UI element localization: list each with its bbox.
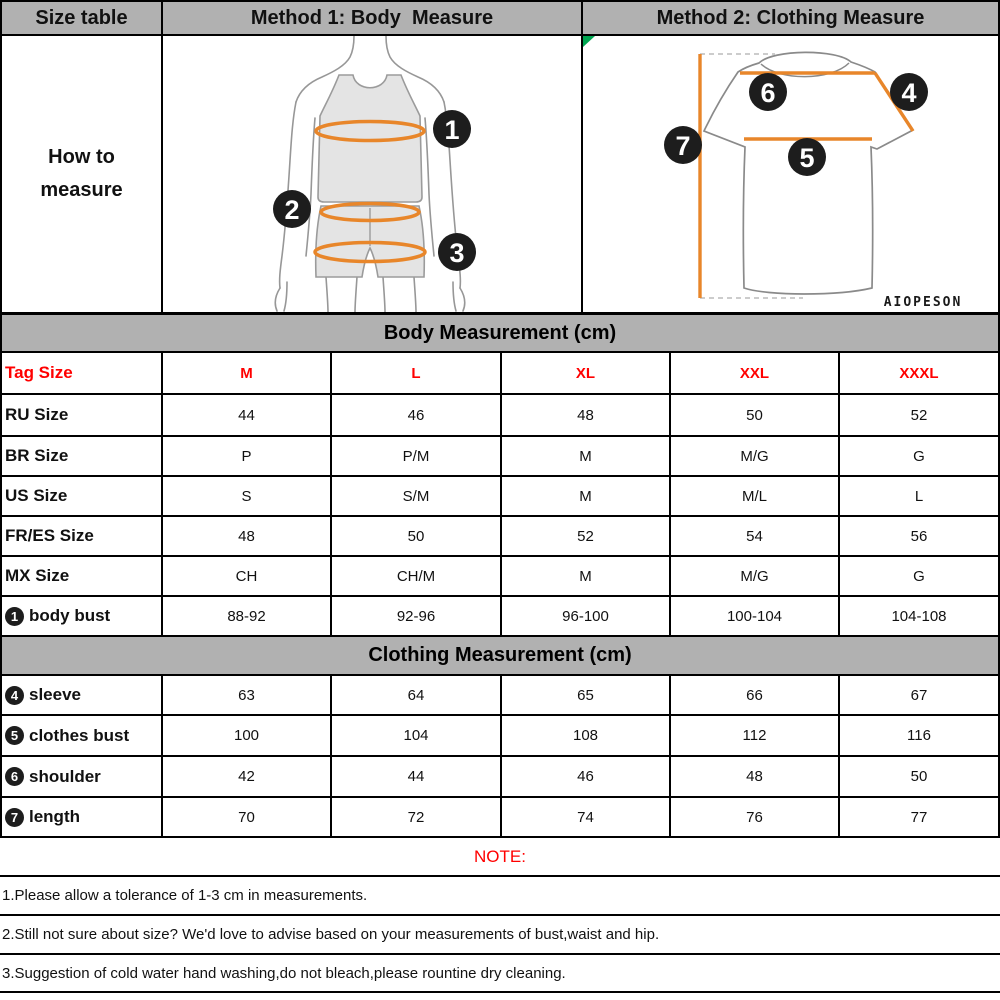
cell-value: 76 xyxy=(671,798,840,836)
cell-value: 56 xyxy=(910,527,928,545)
table-row-br xyxy=(0,437,1000,477)
row-label: Tag Size xyxy=(2,353,163,393)
marker-6-number: 6 xyxy=(760,78,776,108)
table-row-clothesbust xyxy=(0,716,1000,757)
cell-value: M/G xyxy=(671,437,840,475)
cell-value: M xyxy=(502,437,671,475)
cell-value: 48 xyxy=(502,395,671,435)
cell-value: 92-96 xyxy=(332,597,502,635)
cell-value: 66 xyxy=(671,676,840,714)
circled-5-icon: 5 xyxy=(5,726,24,745)
body-marker-3 xyxy=(438,233,476,271)
row-label: MX Size xyxy=(2,557,163,595)
cell-value: 67 xyxy=(910,686,928,704)
body-illustration-cell xyxy=(163,36,583,312)
row-label-text: length xyxy=(29,807,80,826)
cell-value: M xyxy=(502,477,671,515)
cell-value: 70 xyxy=(163,798,332,836)
cell-value: 52 xyxy=(502,517,671,555)
shirt-marker-4 xyxy=(890,73,928,111)
how-to-line1: How to xyxy=(48,146,115,168)
brand-label: AIOPESON xyxy=(883,295,963,310)
cell-value: P/M xyxy=(332,437,502,475)
marker-2-number: 2 xyxy=(284,195,300,225)
table-row-fres xyxy=(0,517,1000,557)
cell-value: 52 xyxy=(910,406,928,424)
cell-value: 96-100 xyxy=(502,597,671,635)
clothing-measurement-bar: Clothing Measurement (cm) xyxy=(0,637,1000,676)
bottom-spacer xyxy=(0,993,1000,1000)
shirt-marker-5 xyxy=(788,138,826,176)
circled-1-icon: 1 xyxy=(5,607,24,626)
marker-5-number: 5 xyxy=(799,143,815,173)
cell-value: 42 xyxy=(163,757,332,796)
cell-value: P xyxy=(163,437,332,475)
marker-4-number: 4 xyxy=(901,78,917,108)
cell-value: 116 xyxy=(907,727,931,744)
method2-title: Method 2: Clothing Measure xyxy=(656,6,925,29)
size-col-m: M xyxy=(163,353,332,393)
cell-value: 44 xyxy=(163,395,332,435)
row-label: RU Size xyxy=(2,395,163,435)
cell-value: 100 xyxy=(163,716,332,755)
shirt-marker-7 xyxy=(664,126,702,164)
row-label xyxy=(2,597,163,635)
cell-value: 48 xyxy=(163,517,332,555)
cell-value: S/M xyxy=(332,477,502,515)
table-row-us xyxy=(0,477,1000,517)
row-label-text: sleeve xyxy=(29,685,81,704)
cell-value: 50 xyxy=(332,517,502,555)
table-row-sleeve xyxy=(0,676,1000,716)
body-marker-2 xyxy=(273,190,311,228)
cell-value: G xyxy=(913,567,925,585)
cell-value: 50 xyxy=(910,768,928,785)
cell-value: M/G xyxy=(671,557,840,595)
row-label-text: shoulder xyxy=(29,766,101,786)
cell-value: CH xyxy=(163,557,332,595)
cell-value: 48 xyxy=(671,757,840,796)
cell-value: 112 xyxy=(671,716,840,755)
cell-value: L xyxy=(914,487,924,505)
cell-value: 100-104 xyxy=(671,597,840,635)
cell-value: 72 xyxy=(332,798,502,836)
note-title: NOTE: xyxy=(0,838,1000,877)
shirt-measure-illustration xyxy=(583,36,996,312)
size-table-title: Size table xyxy=(2,2,163,34)
cell-value: 74 xyxy=(502,798,671,836)
row-label-text: body bust xyxy=(29,606,111,625)
row-label: FR/ES Size xyxy=(2,517,163,555)
size-col-l: L xyxy=(332,353,502,393)
row-label xyxy=(2,757,163,796)
row-label xyxy=(2,676,163,714)
cell-value: M xyxy=(502,557,671,595)
shirt-marker-6 xyxy=(749,73,787,111)
illustration-row xyxy=(0,36,1000,315)
row-label: BR Size xyxy=(2,437,163,475)
body-measure-illustration xyxy=(163,36,581,312)
cell-value: 88-92 xyxy=(163,597,332,635)
marker-1-number: 1 xyxy=(444,115,460,145)
table-row-shoulder xyxy=(0,757,1000,798)
size-col-xl: XL xyxy=(502,353,671,393)
cell-value: G xyxy=(913,447,925,465)
row-label xyxy=(2,798,163,836)
cell-value: S xyxy=(163,477,332,515)
cell-value: 65 xyxy=(502,676,671,714)
body-measurement-bar: Body Measurement (cm) xyxy=(0,315,1000,353)
circled-6-icon: 6 xyxy=(5,767,24,786)
green-corner-icon xyxy=(583,36,595,47)
cell-value: CH/M xyxy=(332,557,502,595)
cell-value: 50 xyxy=(671,395,840,435)
cell-value: 108 xyxy=(502,716,671,755)
cell-value: 64 xyxy=(332,676,502,714)
row-label xyxy=(2,716,163,755)
top-header-row xyxy=(0,0,1000,36)
row-label-text: clothes bust xyxy=(29,725,130,745)
cell-value: 63 xyxy=(163,676,332,714)
note-item-2: 2.Still not sure about size? We'd love to advise based on your measurements of bust,waist and hip. xyxy=(0,916,1000,955)
note-item-3: 3.Suggestion of cold water hand washing,do not bleach,please rountine dry cleaning. xyxy=(0,955,1000,993)
cell-value: 77 xyxy=(910,808,928,826)
size-col-xxl: XXL xyxy=(671,353,840,393)
circled-4-icon: 4 xyxy=(5,686,24,705)
marker-7-number: 7 xyxy=(675,131,691,161)
body-marker-1 xyxy=(433,110,471,148)
cell-value: 54 xyxy=(671,517,840,555)
table-row-tagsize xyxy=(0,353,1000,395)
table-row-ru xyxy=(0,395,1000,437)
how-to-measure-cell xyxy=(2,36,163,312)
size-col-xxxl: XXXL xyxy=(899,364,939,382)
cell-value: 104 xyxy=(332,716,502,755)
table-row-bodybust xyxy=(0,597,1000,637)
circled-7-icon: 7 xyxy=(5,808,24,827)
shirt-illustration-cell xyxy=(583,36,998,312)
cell-value: 44 xyxy=(332,757,502,796)
cell-value: 46 xyxy=(502,757,671,796)
table-row-length xyxy=(0,798,1000,838)
table-row-mx xyxy=(0,557,1000,597)
cell-value: 104-108 xyxy=(891,607,947,625)
method1-title: Method 1: Body Measure xyxy=(163,2,583,34)
marker-3-number: 3 xyxy=(449,238,465,268)
cell-value: 46 xyxy=(332,395,502,435)
cell-value: M/L xyxy=(671,477,840,515)
how-to-line2: measure xyxy=(40,179,123,201)
row-label: US Size xyxy=(2,477,163,515)
note-item-1: 1.Please allow a tolerance of 1-3 cm in measurements. xyxy=(0,877,1000,916)
